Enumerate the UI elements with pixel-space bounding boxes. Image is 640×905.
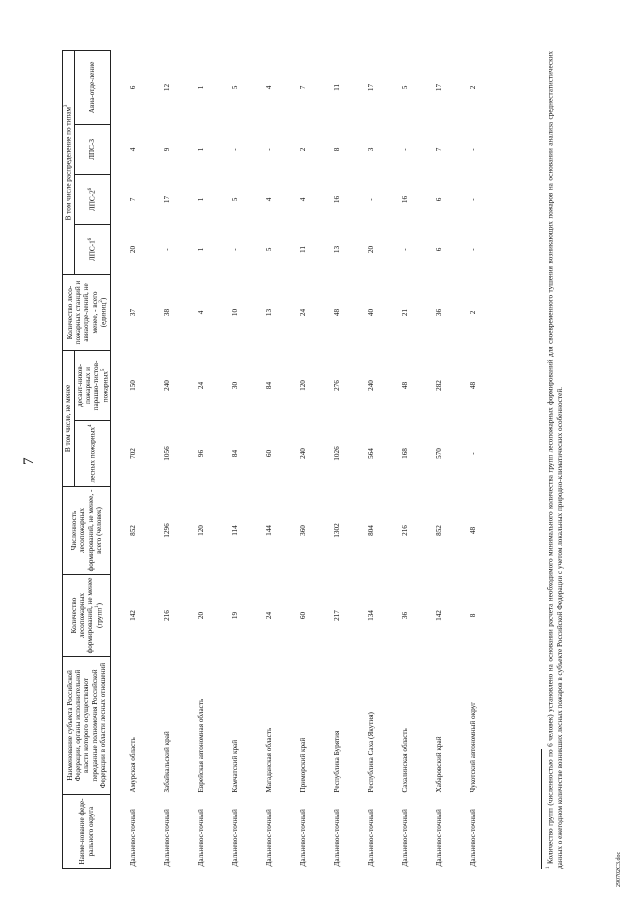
cell-avia: 12 — [163, 83, 172, 92]
cell-lps3: 2 — [299, 147, 308, 152]
cell-stations: 10 — [231, 308, 240, 317]
cell-lps2: - — [367, 198, 376, 201]
cell-lps1: 20 — [129, 245, 138, 254]
cell-forest: 84 — [231, 449, 240, 458]
cell-people: 1296 — [163, 523, 172, 538]
cell-groups: 217 — [333, 610, 342, 621]
cell-people: 852 — [435, 525, 444, 536]
cell-para: 282 — [435, 380, 444, 391]
table-row — [422, 50, 456, 868]
cell-lps2: 6 — [435, 197, 444, 202]
footnote-divider — [541, 749, 542, 869]
cell-okrug: Дальневос-точный — [469, 809, 478, 867]
cell-okrug: Дальневос-точный — [129, 809, 138, 867]
table-row — [252, 50, 286, 868]
cell-groups: 134 — [367, 610, 376, 621]
cell-forest: 168 — [401, 448, 410, 459]
cell-stations: 4 — [197, 310, 206, 315]
cell-okrug: Дальневос-точный — [299, 809, 308, 867]
cell-lps3: - — [469, 148, 478, 151]
cell-avia: 4 — [265, 85, 274, 90]
header-incl-types: В том числе распределение по типам$^3$ — [63, 50, 75, 274]
cell-subject: Амурская область — [129, 737, 138, 793]
cell-people: 804 — [367, 525, 376, 536]
cell-lps3: - — [401, 148, 410, 151]
cell-subject: Камчатский край — [231, 739, 240, 793]
cell-para: 150 — [129, 380, 138, 391]
cell-groups: 60 — [299, 611, 308, 620]
cell-stations: 2 — [469, 310, 478, 315]
cell-lps3: 8 — [333, 147, 342, 152]
cell-lps2: 7 — [129, 197, 138, 202]
cell-groups: 20 — [197, 611, 206, 620]
cell-okrug: Дальневос-точный — [401, 809, 410, 867]
cell-stations: 38 — [163, 308, 172, 317]
table-row — [111, 50, 151, 868]
cell-lps1: - — [231, 248, 240, 251]
cell-forest: 570 — [435, 448, 444, 459]
table-row — [354, 50, 388, 868]
cell-people: 144 — [265, 525, 274, 536]
cell-people: 360 — [299, 525, 308, 536]
cell-groups: 216 — [163, 610, 172, 621]
cell-lps2: 16 — [401, 195, 410, 204]
cell-para: 48 — [469, 381, 478, 390]
table-row — [286, 50, 320, 868]
cell-avia: 11 — [333, 84, 342, 91]
cell-people: 852 — [129, 525, 138, 536]
cell-subject: Приморский край — [299, 737, 308, 793]
cell-subject: Еврейская автономная область — [197, 698, 206, 793]
cell-people: 48 — [469, 526, 478, 535]
cell-avia: 2 — [469, 85, 478, 90]
cell-forest: - — [469, 452, 478, 455]
cell-avia: 6 — [129, 85, 138, 90]
cell-forest: 1056 — [163, 446, 172, 461]
cell-para: 276 — [333, 380, 342, 391]
cell-forest: 564 — [367, 448, 376, 459]
cell-lps3: 3 — [367, 147, 376, 152]
header-people: Численность лесопожарных формирований, не менее, - всего (человек) — [63, 487, 111, 575]
cell-lps3: - — [231, 148, 240, 151]
cell-subject: Магаданская область — [265, 727, 274, 793]
cell-lps2: 17 — [163, 195, 172, 204]
header-subject: Наименование субъекта Российской Федерации, органы исполнительной власти которого осуществляют переданные полномочия Российской Федерации в области лесных отношений — [63, 657, 111, 795]
cell-forest: 96 — [197, 449, 206, 458]
cell-stations: 37 — [129, 308, 138, 317]
cell-groups: 24 — [265, 611, 274, 620]
cell-para: 24 — [197, 381, 206, 390]
cell-para: 84 — [265, 381, 274, 390]
cell-avia: 17 — [367, 83, 376, 92]
cell-people: 216 — [401, 525, 410, 536]
cell-people: 1302 — [333, 523, 342, 538]
cell-para: 120 — [299, 380, 308, 391]
cell-okrug: Дальневос-точный — [333, 809, 342, 867]
cell-lps3: 7 — [435, 147, 444, 152]
cell-lps1: - — [401, 248, 410, 251]
table-row — [218, 50, 252, 868]
header-para: десант-ников-пожарных и парашю-тистов-пожарных$^5$ — [74, 350, 111, 420]
cell-subject: Забайкальский край — [163, 731, 172, 793]
cell-para: 240 — [163, 380, 172, 391]
cell-okrug: Дальневос-точный — [265, 809, 274, 867]
cell-lps2: 16 — [333, 195, 342, 204]
cell-subject: Сахалинская область — [401, 728, 410, 793]
page-number: 7 — [21, 457, 37, 465]
header-okrug: Наиме-нование феде-рального округа — [63, 795, 111, 869]
table-row — [150, 50, 184, 868]
footnote: $^1$ Количество групп (численностью по 6 человек) установлено на основании расчета необходимого минимального количества групп лесопожарных формирований для своевременного тушения возникающих пожаров на основании анализа среднестатистических данных о ежегодном количестве возникших лесных пожаров в субъекте Российской Федерации с учетом локальных природно-климатических особенностей. — [546, 50, 564, 869]
cell-lps3: - — [265, 148, 274, 151]
cell-para: 48 — [401, 381, 410, 390]
cell-lps2: 4 — [299, 197, 308, 202]
cell-avia: 7 — [299, 85, 308, 90]
cell-avia: 1 — [197, 85, 206, 90]
cell-lps3: 9 — [163, 147, 172, 152]
cell-okrug: Дальневос-точный — [197, 809, 206, 867]
cell-lps2: 5 — [231, 197, 240, 202]
cell-stations: 13 — [265, 308, 274, 317]
cell-okrug: Дальневос-точный — [231, 809, 240, 867]
cell-avia: 5 — [231, 85, 240, 90]
cell-okrug: Дальневос-точный — [163, 809, 172, 867]
file-name: 290702C3.doc — [616, 851, 622, 887]
cell-forest: 702 — [129, 448, 138, 459]
cell-avia: 5 — [401, 85, 410, 90]
table-row — [456, 50, 490, 868]
header-forest: лесных пожарных$^4$ — [74, 421, 111, 487]
cell-subject: Республика Бурятия — [333, 730, 342, 793]
cell-groups: 19 — [231, 611, 240, 620]
header-lps3: ЛПС-3 — [74, 124, 111, 174]
table-row — [184, 50, 218, 868]
cell-stations: 48 — [333, 308, 342, 317]
cell-lps2: - — [469, 198, 478, 201]
header-stations: Количество лесо-пожарных станций и авиаотде-лений, не менее, - всего (единиц$^2$) — [63, 274, 111, 350]
cell-lps2: 1 — [197, 197, 206, 202]
cell-stations: 24 — [299, 308, 308, 317]
cell-lps1: 1 — [197, 247, 206, 252]
cell-people: 120 — [197, 525, 206, 536]
cell-lps1: - — [469, 248, 478, 251]
cell-stations: 21 — [401, 308, 410, 317]
cell-para: 30 — [231, 381, 240, 390]
cell-lps1: - — [163, 248, 172, 251]
header-avia: Авиа-отде-ление — [74, 50, 111, 124]
cell-lps1: 5 — [265, 247, 274, 252]
table-row — [388, 50, 422, 868]
cell-groups: 142 — [435, 610, 444, 621]
header-lps1: ЛПС-$1^6$ — [74, 224, 111, 274]
cell-lps1: 13 — [333, 245, 342, 254]
cell-lps2: 4 — [265, 197, 274, 202]
cell-forest: 60 — [265, 449, 274, 458]
cell-people: 114 — [231, 525, 240, 536]
cell-para: 240 — [367, 380, 376, 391]
cell-lps1: 6 — [435, 247, 444, 252]
cell-subject: Республика Саха (Якутия) — [367, 712, 376, 793]
cell-groups: 36 — [401, 611, 410, 620]
cell-groups: 8 — [469, 613, 478, 618]
cell-stations: 36 — [435, 308, 444, 317]
cell-okrug: Дальневос-точный — [435, 809, 444, 867]
header-lps2: ЛПС-$2^6$ — [74, 174, 111, 224]
cell-okrug: Дальневос-точный — [367, 809, 376, 867]
forest-fire-table — [62, 50, 490, 869]
cell-lps3: 1 — [197, 147, 206, 152]
header-incl-people: В том числе, не менее — [63, 350, 75, 486]
cell-subject: Чукотский автономный округ — [469, 701, 478, 793]
cell-forest: 240 — [299, 448, 308, 459]
cell-groups: 142 — [129, 610, 138, 621]
table-row — [320, 50, 354, 868]
cell-lps1: 20 — [367, 245, 376, 254]
cell-lps1: 11 — [299, 246, 308, 253]
cell-lps3: 4 — [129, 147, 138, 152]
header-groups: Количество лесопожарных формирований, не менее (групп$^1$) — [63, 575, 111, 657]
cell-forest: 1026 — [333, 446, 342, 461]
cell-stations: 40 — [367, 308, 376, 317]
cell-avia: 17 — [435, 83, 444, 92]
cell-subject: Хабаровский край — [435, 736, 444, 793]
